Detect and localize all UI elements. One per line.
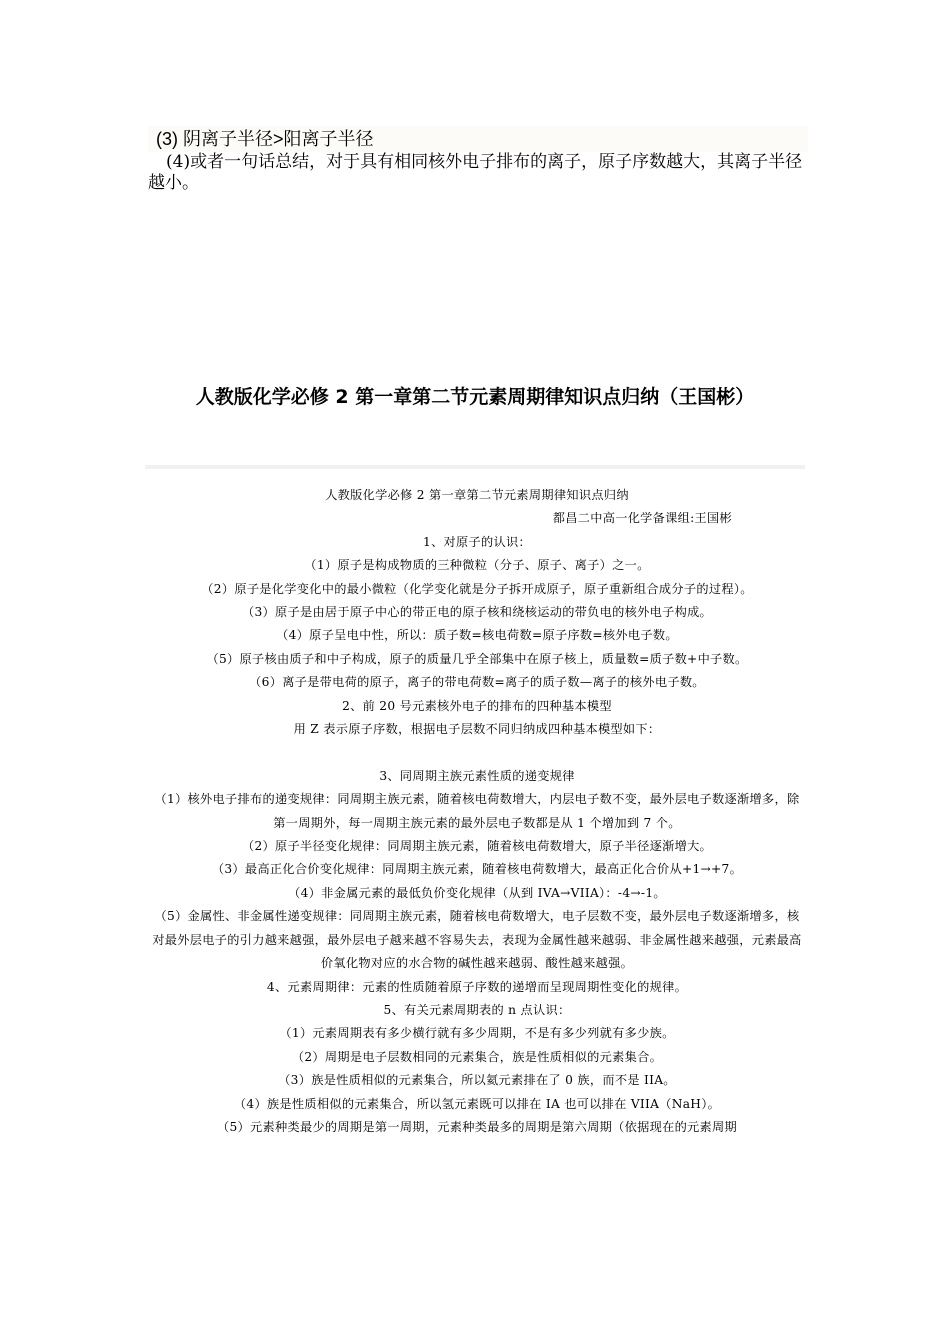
paragraph: （3）原子是由居于原子中心的带正电的原子核和绕核运动的带负电的核外电子构成。 bbox=[241, 605, 713, 620]
paragraph: （5）元素种类最少的周期是第一周期，元素种类最多的周期是第六周期（依据现在的元素周期 bbox=[216, 1119, 738, 1134]
paragraph: （1）元素周期表有多少横行就有多少周期，不是有多少列就有多少族。 bbox=[279, 1026, 675, 1041]
blank-line bbox=[150, 741, 804, 764]
paragraph: （2）周期是电子层数相同的元素集合，族是性质相似的元素集合。 bbox=[291, 1049, 663, 1064]
paragraph: （2）原子是化学变化中的最小微粒（化学变化就是分子拆开成原子，原子重新组合成分子的过程）。 bbox=[201, 581, 753, 596]
paragraph: （4）原子呈电中性，所以：质子数=核电荷数=原子序数=核外电子数。 bbox=[276, 628, 678, 643]
ion-radius-rule-3: (3) 阴离子半径>阳离子半径 bbox=[148, 126, 808, 152]
paragraph: （5）金属性、非金属性递变规律：同周期主族元素，随着核电荷数增大，电子层数不变，最外层电子数逐渐增多，核对最外层电子的引力越来越强，最外层电子越来越不容易失去，表现为金属性越来越弱、非金属性越来越强，元素最高价氧化物对应的水合物的碱性越来越弱、酸性越来越强。 bbox=[152, 909, 802, 971]
paragraph: （3）最高正化合价变化规律：同周期主族元素，随着核电荷数增大，最高正化合价从+1→+7。 bbox=[211, 862, 743, 877]
page-title: 人教版化学必修 2 第一章第二节元素周期律知识点归纳（王国彬） bbox=[195, 386, 755, 408]
paragraph: （1）原子是构成物质的三种微粒（分子、原子、离子）之一。 bbox=[304, 558, 650, 573]
paragraph: （3）族是性质相似的元素集合，所以氦元素排在了 0 族，而不是 IIA。 bbox=[278, 1073, 676, 1088]
ion-radius-rule-4: (4)或者一句话总结，对于具有相同核外电子排布的离子，原子序数越大，其离子半径越小。 bbox=[148, 152, 803, 193]
paragraph: （1）核外电子排布的递变规律：同周期主族元素，随着核电荷数增大，内层电子数不变，最外层电子数逐渐增多，除第一周期外，每一周期主族元素的最外层电子数都是从 1 个增加到 7 个。 bbox=[154, 792, 800, 830]
section-heading-5: 5、有关元素周期表的 n 点认识： bbox=[383, 1002, 571, 1017]
document-body bbox=[150, 484, 804, 1139]
paragraph: （2）原子半径变化规律：同周期主族元素，随着核电荷数增大，原子半径逐渐增大。 bbox=[241, 839, 713, 854]
doc-heading: 人教版化学必修 2 第一章第二节元素周期律知识点归纳 bbox=[325, 488, 629, 502]
paragraph: （6）离子是带电荷的原子，离子的带电荷数=离子的质子数—离子的核外电子数。 bbox=[249, 675, 705, 690]
doc-author: 都昌二中高一化学备课组:王国彬 bbox=[552, 511, 732, 526]
divider bbox=[145, 465, 805, 469]
paragraph: 用 Z 表示原子序数，根据电子层数不同归纳成四种基本模型如下： bbox=[293, 722, 661, 737]
paragraph: （5）原子核由质子和中子构成，原子的质量几乎全部集中在原子核上，质量数=质子数+中子数。 bbox=[206, 651, 748, 666]
section-heading-4: 4、元素周期律：元素的性质随着原子序数的递增而呈现周期性变化的规律。 bbox=[266, 979, 688, 994]
top-section bbox=[148, 126, 808, 194]
section-heading-2: 2、前 20 号元素核外电子的排布的四种基本模型 bbox=[342, 698, 612, 713]
paragraph: （4）非金属元素的最低负价变化规律（从到 IVA→VIIA）：-4→-1。 bbox=[288, 885, 666, 900]
paragraph: （4）族是性质相似的元素集合，所以氢元素既可以排在 IA 也可以排在 VIIA（NaH）。 bbox=[233, 1096, 721, 1111]
section-heading-1: 1、对原子的认识： bbox=[423, 534, 531, 549]
section-heading-3: 3、同周期主族元素性质的递变规律 bbox=[379, 768, 575, 783]
